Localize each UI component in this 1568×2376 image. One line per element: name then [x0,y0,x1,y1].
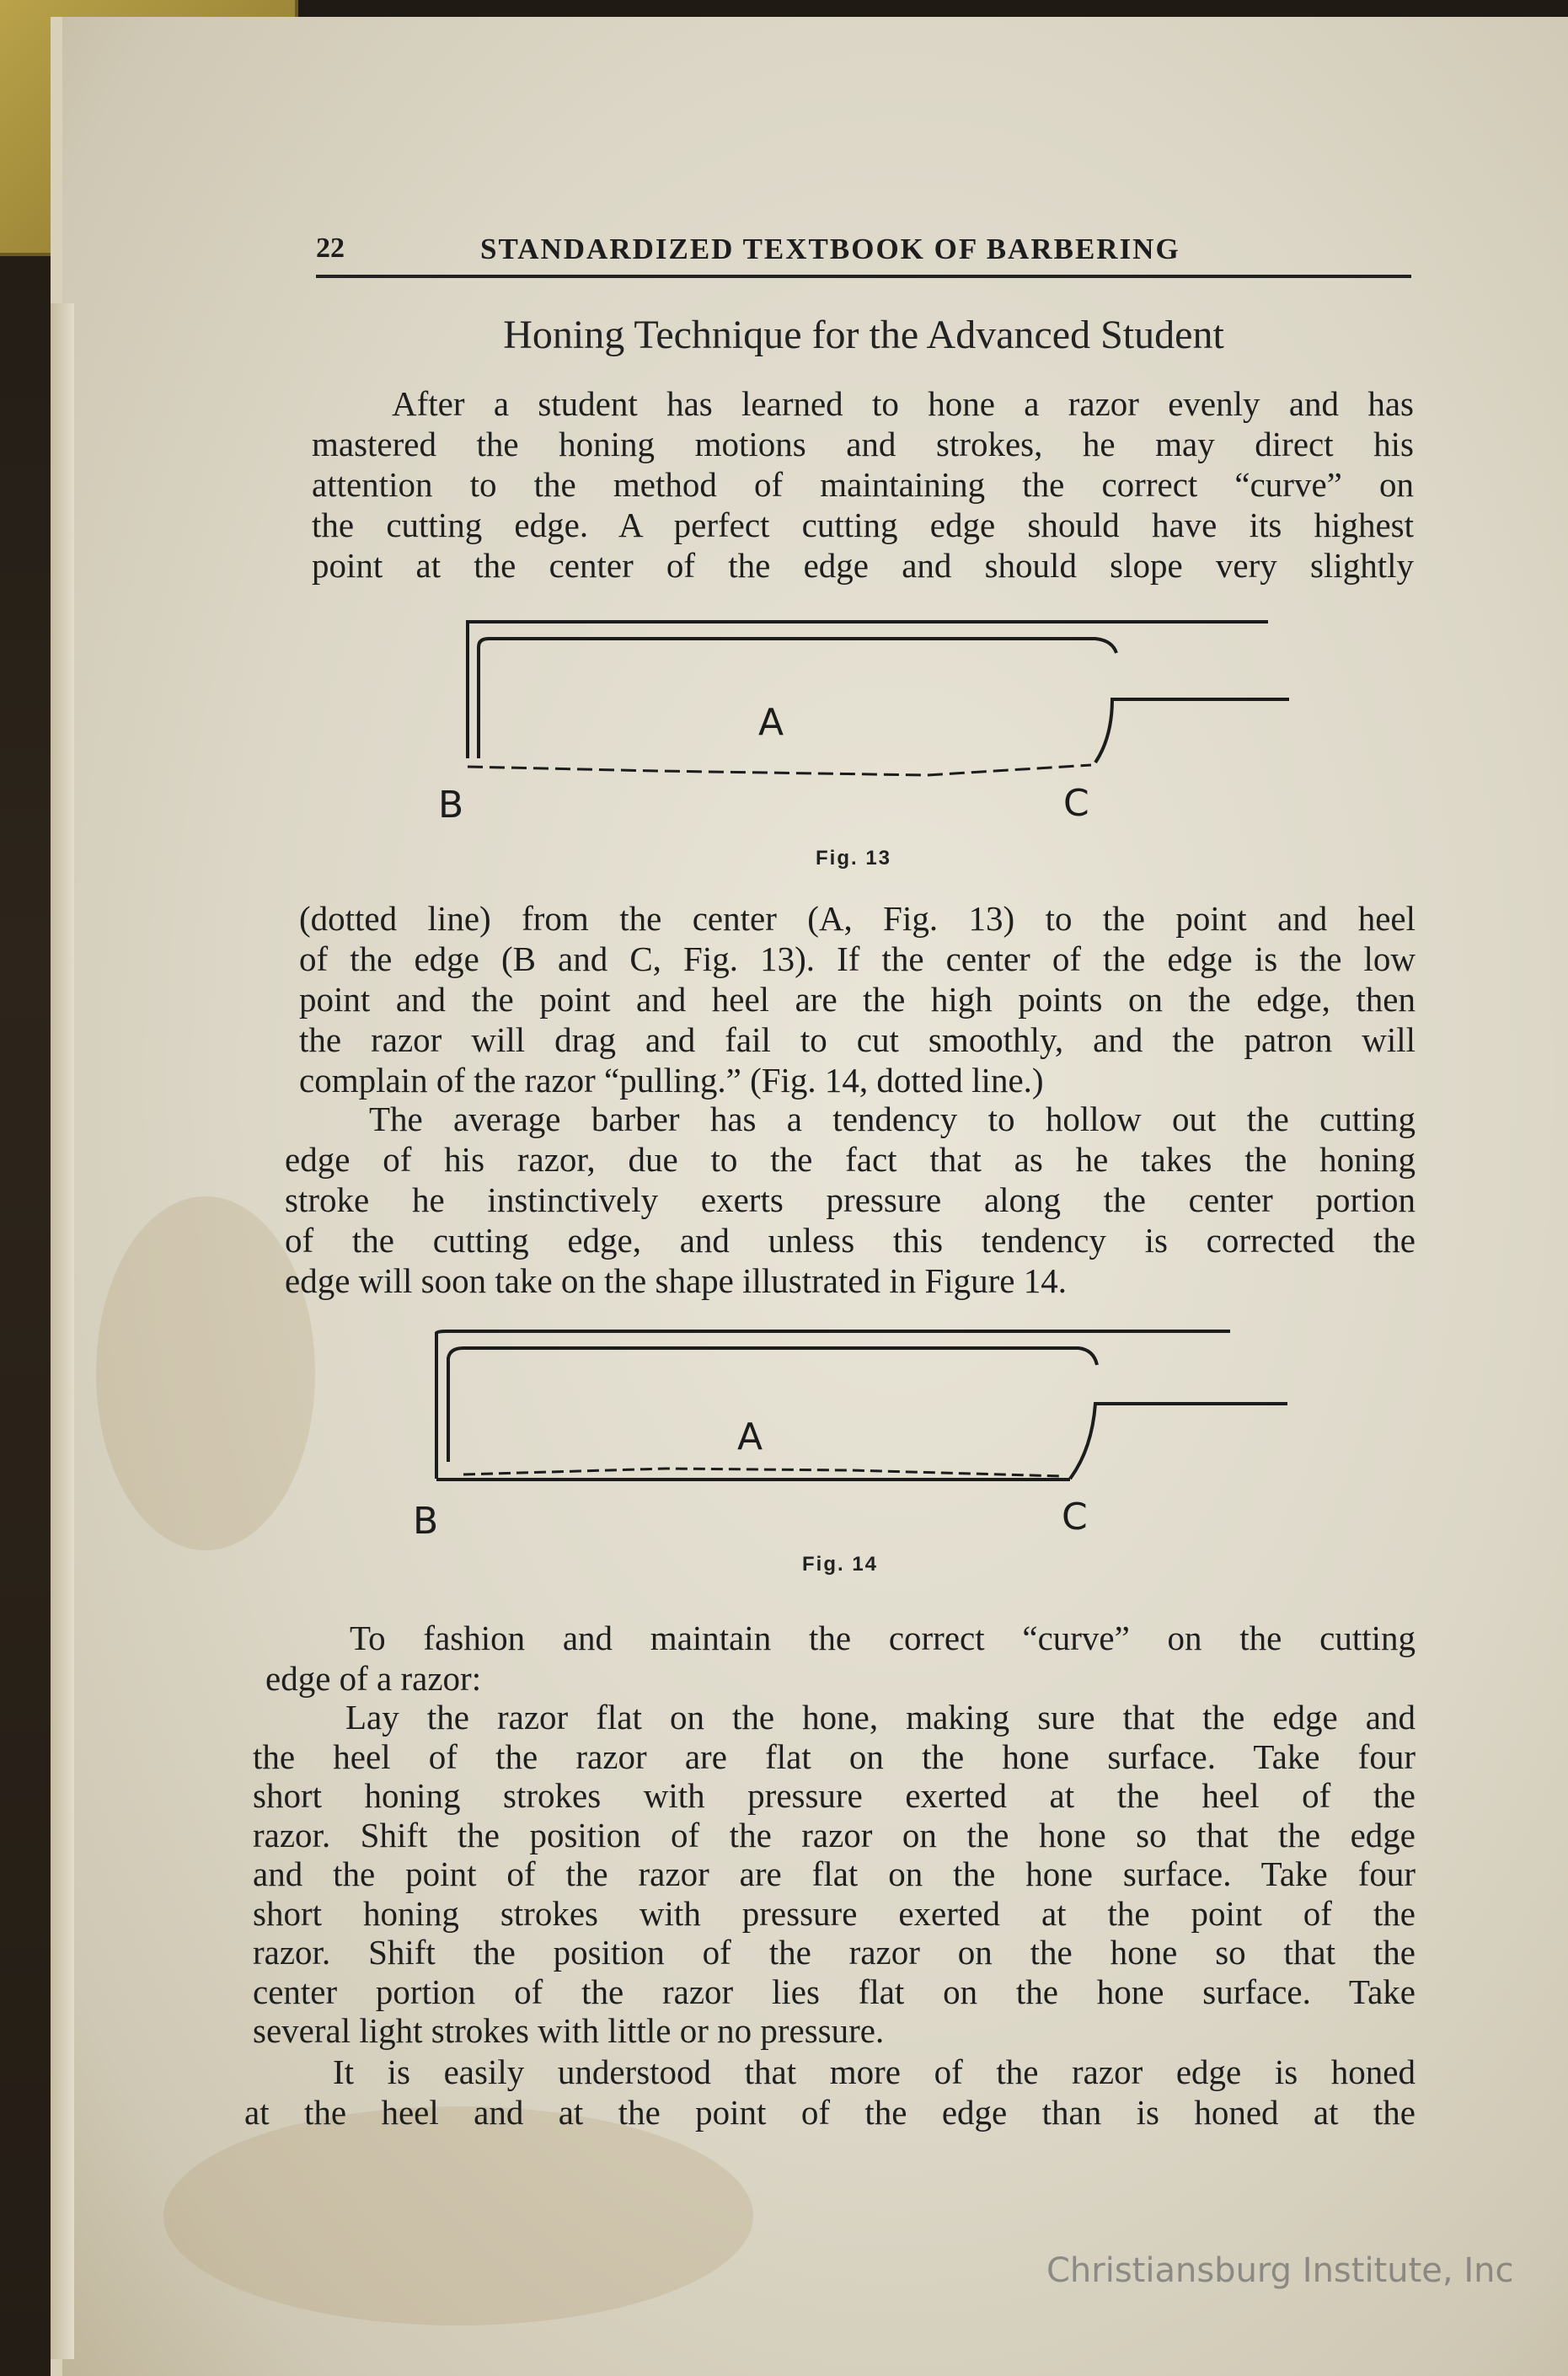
text-line: of the cutting edge, and unless this tendency is corrected the [285,1221,1415,1260]
watermark: Christiansburg Institute, Inc [1046,2251,1514,2290]
text-line: attention to the method of maintaining the correct “curve” on [312,465,1414,504]
paragraph-fashion [265,1618,1415,1699]
paragraph-tendency [285,1099,1415,1301]
text-line: edge will soon take on the shape illustrated in Figure 14. [285,1261,1068,1300]
paragraph-conclusion [244,2052,1415,2133]
text-line: the razor will drag and fail to cut smoothly, and the patron will [299,1020,1415,1059]
page-edge [51,303,74,2359]
figure-14-caption: Fig. 14 [802,1553,879,1576]
text-line: the heel of the razor are flat on the hone surface. Take four [253,1737,1415,1776]
text-line: complain of the razor “pulling.” (Fig. 14, dotted line.) [299,1061,1044,1100]
water-stain [163,2106,753,2325]
label-c: C [1062,1496,1088,1539]
figure-14 [413,1314,1306,1542]
text-line: It is easily understood that more of the razor edge is honed [333,2052,1415,2091]
text-line: razor. Shift the position of the razor on the hone so that the [253,1933,1415,1972]
figure-13-caption: Fig. 13 [816,847,892,870]
text-line: After a student has learned to hone a razor evenly and has [392,384,1414,423]
dotted-edge-line [463,1469,1062,1476]
text-line: To fashion and maintain the correct “curve” on the cutting [350,1619,1415,1657]
razor-outline [468,622,1289,763]
label-a: A [737,1415,763,1458]
label-a: A [758,701,784,744]
paragraph-instructions [253,1698,1415,2051]
running-title: STANDARDIZED TEXTBOOK OF BARBERING [480,233,1180,265]
text-line: mastered the honing motions and strokes, he may direct his [312,425,1414,463]
text-line: short honing strokes with pressure exerted at the point of the [253,1893,1415,1933]
text-line: Lay the razor flat on the hone, making sure that the edge and [345,1698,1415,1737]
text-line: stroke he instinctively exerts pressure along the center portion [285,1180,1415,1219]
text-line: point and the point and heel are the high points on the edge, then [299,980,1415,1019]
text-line: edge of a razor: [265,1659,482,1698]
page-number: 22 [316,233,345,264]
dotted-edge-line [468,765,1091,775]
paragraph-intro [312,383,1414,586]
label-b: B [438,784,464,826]
razor-outline [436,1331,1287,1479]
text-line: razor. Shift the position of the razor on the hone so that the edge [253,1815,1415,1854]
page-header [316,226,1411,278]
text-line: (dotted line) from the center (A, Fig. 13) to the point and heel [299,899,1415,938]
text-line: center portion of the razor lies flat on the hone surface. Take [253,1972,1415,2011]
text-line: of the edge (B and C, Fig. 13). If the center of the edge is the low [299,939,1415,978]
water-stain [96,1196,315,1550]
label-c: C [1063,782,1089,825]
text-line: edge of his razor, due to the fact that as he takes the honing [285,1140,1415,1179]
text-line: the cutting edge. A perfect cutting edge should have its highest [312,506,1414,544]
text-line: at the heel and at the point of the edge than is honed at the [244,2093,1415,2132]
paragraph-curve [299,898,1415,1100]
text-line: The average barber has a tendency to hollow out the cutting [369,1100,1415,1138]
text-line: short honing strokes with pressure exerted at the heel of the [253,1776,1415,1815]
text-line: several light strokes with little or no pressure. [253,2011,885,2050]
text-line: and the point of the razor are flat on the hone surface. Take four [253,1854,1415,1893]
text-line: point at the center of the edge and should slope very slightly [312,546,1414,585]
label-b: B [413,1500,439,1542]
section-title: Honing Technique for the Advanced Student [503,313,1224,357]
figure-13 [421,607,1314,826]
